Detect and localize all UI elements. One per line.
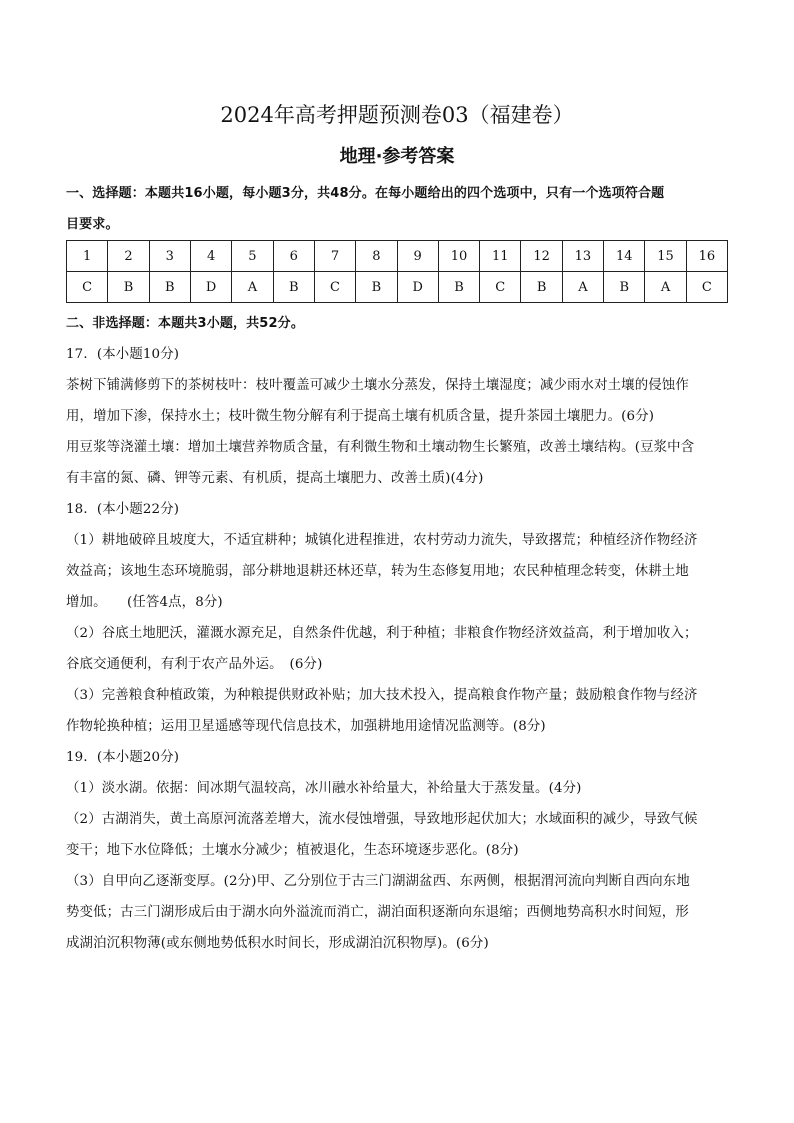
answer-cell: B [604,272,645,303]
section2 [66,308,728,339]
section1-line1: 一、选择题：本题共16小题，每小题3分，共48分。在每小题给出的四个选项中，只有一个选项符合题 [66,186,665,201]
answer-cell: A [232,272,273,303]
question-number-cell: 7 [314,241,355,272]
question-19-title: 19．(本小题20分) [66,750,180,765]
answer-line: （3）自甲向乙逐渐变厚。(2分)甲、乙分别位于古三门湖湖盆西、东两侧，根据渭河流向判断自西向东地 [66,874,690,889]
answer-cell: B [521,272,562,303]
answer-line: 有丰富的氮、磷、钾等元素、有机质，提高土壤肥力、改善土质)(4分) [66,471,484,486]
question-number-cell: 13 [562,241,603,272]
answer-line: 成湖泊沉积物薄(或东侧地势低积水时间长，形成湖泊沉积物厚)。(6分) [66,936,489,951]
question-17-title: 17．(本小题10分) [66,347,180,362]
question-18-title: 18．(本小题22分) [66,502,180,517]
answer-line: 变干；地下水位降低；土壤水分减少；植被退化，生态环境逐步恶化。(8分) [66,843,519,858]
question-18 [66,494,728,742]
answer-cell: B [149,272,190,303]
question-number-cell: 2 [108,241,149,272]
answer-cell: D [190,272,231,303]
answer-cell: B [356,272,397,303]
question-number-cell: 11 [480,241,521,272]
section1-instructions [66,178,728,240]
answer-cell: A [645,272,686,303]
answer-cell: B [273,272,314,303]
section2-heading: 二、非选择题：本题共3小题，共52分。 [66,316,304,331]
question-number-cell: 1 [67,241,108,272]
answer-line: 势变低；古三门湖形成后由于湖水向外溢流而消亡，湖泊面积逐渐向东退缩；西侧地势高积水时间短，形 [66,905,689,920]
question-number-cell: 5 [232,241,273,272]
answer-table [66,240,728,303]
question-number-cell: 9 [397,241,438,272]
answer-line: （1）淡水湖。依据：间冰期气温较高，冰川融水补给量大，补给量大于蒸发量。(4分) [66,781,582,796]
answer-cell: C [67,272,108,303]
question-number-cell: 14 [604,241,645,272]
answer-cell: B [108,272,149,303]
page-title: 2024年高考押题预测卷03（福建卷） [220,103,574,127]
question-number-cell: 6 [273,241,314,272]
question-19 [66,742,728,959]
answer-cell: C [314,272,355,303]
section1-line2: 目要求。 [66,217,119,232]
answer-cell: C [686,272,727,303]
answer-line: 茶树下铺满修剪下的茶树枝叶：枝叶覆盖可减少土壤水分蒸发，保持土壤湿度；减少雨水对土壤的侵蚀作 [66,378,689,393]
answer-line: 增加。 (任答4点，8分) [66,595,223,610]
answer-line: 作物轮换种植；运用卫星遥感等现代信息技术，加强耕地用途情况监测等。(8分) [66,719,546,734]
answer-cell: A [562,272,603,303]
question-number-cell: 15 [645,241,686,272]
question-number-cell: 10 [438,241,479,272]
answer-line: （3）完善粮食种植政策，为种粮提供财政补贴；加大技术投入，提高粮食作物产量；鼓励粮食作物与经济 [66,688,698,703]
answer-cell: B [438,272,479,303]
answer-table-number-row [67,241,728,272]
answer-table-answer-row [67,272,728,303]
question-number-cell: 4 [190,241,231,272]
answer-line: 效益高；该地生态环境脆弱，部分耕地退耕还林还草，转为生态修复用地；农民种植理念转变，休耕土地 [66,564,689,579]
question-number-cell: 8 [356,241,397,272]
question-number-cell: 3 [149,241,190,272]
answer-line: （2）谷底土地肥沃，灌溉水源充足，自然条件优越，利于种植；非粮食作物经济效益高，利于增加收入； [66,626,698,641]
page-subtitle: 地理·参考答案 [339,146,455,167]
answer-line: 谷底交通便利，有利于农产品外运。 (6分) [66,657,323,672]
question-number-cell: 12 [521,241,562,272]
answer-cell: D [397,272,438,303]
question-17 [66,339,728,494]
answer-line: 用豆浆等浇灌土壤：增加土壤营养物质含量，有利微生物和土壤动物生长繁殖，改善土壤结构。(豆浆中含 [66,440,695,455]
answer-line: （2）古湖消失，黄土高原河流落差增大，流水侵蚀增强，导致地形起伏加大；水域面积的减少，导致气候 [66,812,698,827]
answer-cell: C [480,272,521,303]
answer-line: 用，增加下渗，保持水土；枝叶微生物分解有利于提高土壤有机质含量，提升茶园土壤肥力。(6分) [66,409,655,424]
answer-line: （1）耕地破碎且坡度大，不适宜耕种；城镇化进程推进，农村劳动力流失，导致撂荒；种植经济作物经济 [66,533,698,548]
question-number-cell: 16 [686,241,727,272]
